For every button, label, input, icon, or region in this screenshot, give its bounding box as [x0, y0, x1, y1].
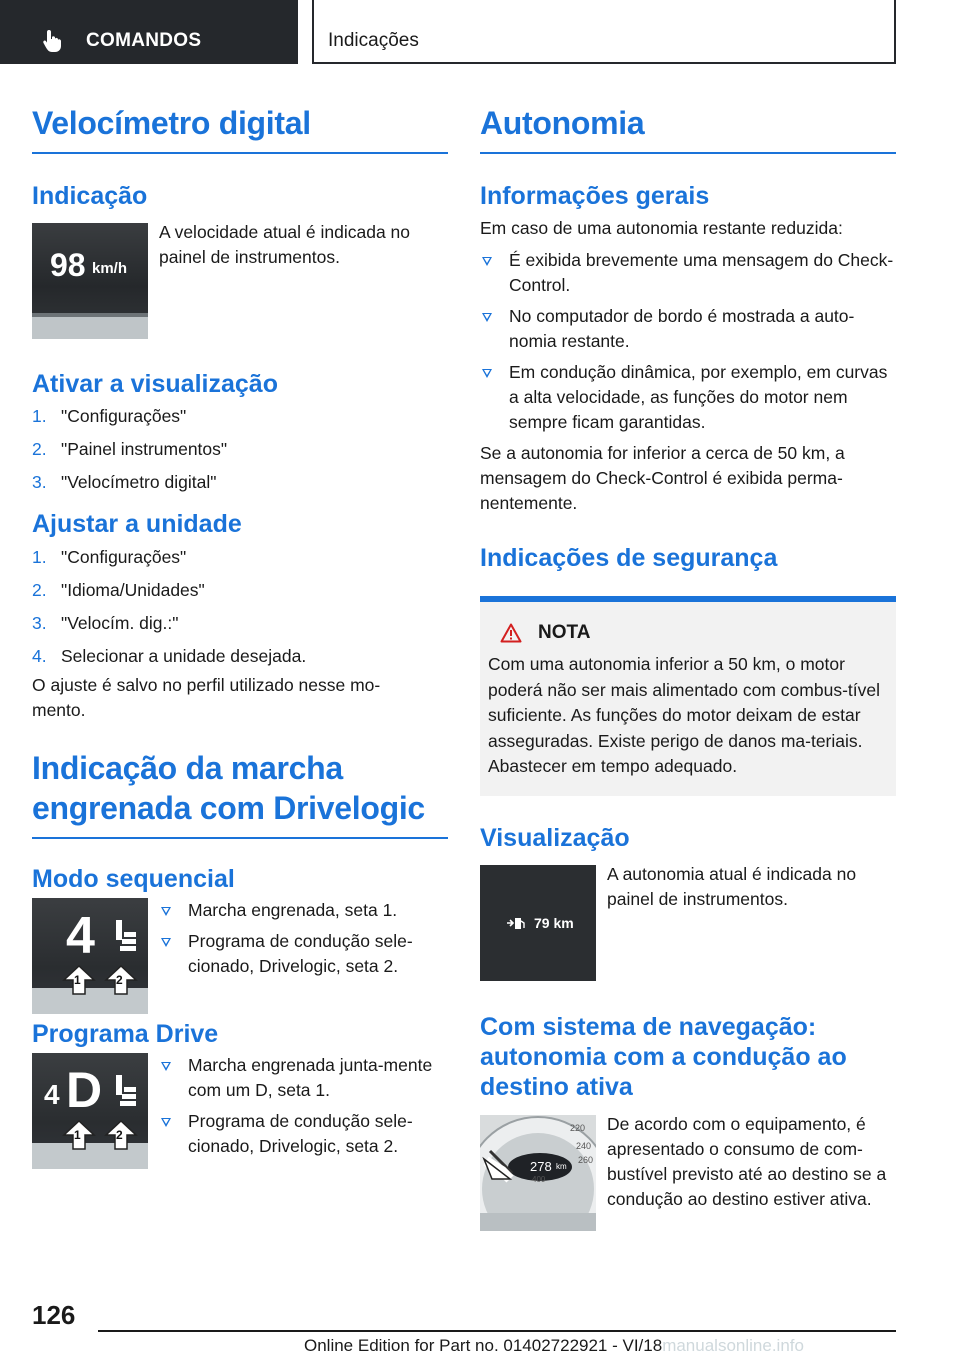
gear-display-drive-image: 4 D 1 2 — [32, 1053, 148, 1169]
gauge-tick: 220 — [570, 1122, 586, 1133]
gauge-range-unit: km — [556, 1161, 567, 1171]
list-item: 3. "Velocím. dig.:" — [32, 613, 179, 633]
fuel-pump-icon — [506, 916, 526, 930]
gear-drive-letter: D — [66, 1062, 103, 1118]
list-item: 1. "Configurações" — [32, 406, 187, 426]
nav-section — [480, 1115, 896, 1233]
note-title: NOTA — [488, 620, 888, 646]
visualizacao-heading: Visualização — [480, 823, 630, 852]
list-item: Programa de condução sele-cionado, Drivelogic, seta 2. — [159, 929, 449, 979]
footer-rule — [98, 1330, 896, 1332]
visualizacao-text: A autonomia atual é indicada no painel de instrumentos. — [607, 863, 857, 909]
list-item: 4. Selecionar a unidade desejada. — [32, 646, 307, 666]
bullet-triangle-icon — [161, 1118, 171, 1127]
list-item: Em condução dinâmica, por exemplo, em curvas a alta velocidade, as funções do motor nem sempre ficam garantidas. — [480, 360, 896, 435]
nav-heading-line-1: Com sistema de navegação: — [480, 1012, 817, 1041]
gauge-tick: 240 — [576, 1140, 592, 1151]
seguranca-heading: Indicações de segurança — [480, 544, 778, 572]
sequencial-section — [32, 898, 448, 1014]
speed-unit: km/h — [92, 260, 128, 277]
right-column — [480, 96, 896, 1233]
drive-heading: Programa Drive — [32, 1020, 219, 1048]
gerais-list — [480, 248, 896, 435]
list-item: No computador de bordo é mostrada a auto-nomia restante. — [480, 304, 896, 354]
list-item: 2. "Idioma/Unidades" — [32, 580, 205, 600]
note-text: Com uma autonomia inferior a 50 km, o motor poderá não ser mais alimentado com combus-tível suficiente. As funções do motor deixam de estar asseguradas. Existe perigo de danos ma-teriais. Abastecer em tempo adequado. — [488, 654, 880, 776]
indicacao-text: A velocidade atual é indicada no painel de instrumentos. — [159, 222, 411, 267]
gauge-tick: 400 — [532, 1174, 546, 1184]
gauge-range-value: 278 — [530, 1158, 552, 1174]
drivelogic-icon — [114, 1073, 138, 1109]
indicacao-heading: Indicação — [32, 182, 148, 210]
list-item: 2. "Painel instrumentos" — [32, 439, 228, 459]
speed-value: 98 — [50, 247, 86, 283]
bullet-triangle-icon — [482, 313, 492, 322]
drive-section — [32, 1053, 448, 1169]
drivelogic-icon — [114, 918, 138, 954]
gerais-heading: Informações gerais — [480, 182, 710, 210]
bullet-triangle-icon — [482, 369, 492, 378]
gear-display-sequential-image: 4 1 2 — [32, 898, 148, 1014]
section-tab — [0, 0, 298, 64]
list-item: 1. "Configurações" — [32, 547, 187, 567]
sequencial-list — [159, 898, 449, 979]
bullet-triangle-icon — [161, 1062, 171, 1071]
indicacao-section — [32, 223, 448, 339]
autonomia-title: Autonomia — [480, 105, 645, 141]
speedometer-title: Velocímetro digital — [32, 105, 311, 141]
range-display-image — [480, 865, 596, 981]
ativar-heading: Ativar a visualização — [32, 370, 278, 398]
list-item: Marcha engrenada junta-mente com um D, seta 1. — [159, 1053, 449, 1103]
chapter-tab — [312, 0, 896, 64]
watermark: manualsonline.info — [662, 1336, 804, 1355]
ajustar-heading: Ajustar a unidade — [32, 510, 242, 538]
gear-number-small: 4 — [44, 1079, 60, 1110]
hand-pointer-icon — [40, 28, 66, 54]
gerais-text: Se a autonomia for inferior a cerca de 50 km, a mensagem do Check-Control é exibida perma-nentemente. — [480, 443, 845, 513]
chapter-label: Indicações — [328, 30, 419, 51]
marcha-title-line-2: engrenada com Drivelogic — [32, 790, 425, 826]
gerais-intro: Em caso de uma autonomia restante reduzida: — [480, 218, 843, 238]
title-rule — [32, 837, 448, 839]
list-item: Marcha engrenada, seta 1. — [159, 898, 449, 923]
gauge-tick: 260 — [578, 1154, 594, 1165]
footer-edition: Online Edition for Part no. 01402722921 - VI/18manualsonline.info — [304, 1336, 804, 1355]
range-value: 79 km — [534, 914, 574, 931]
visualizacao-section — [480, 865, 896, 981]
title-rule — [480, 152, 896, 154]
section-label: COMANDOS — [86, 30, 202, 51]
fuel-gauge-image — [480, 1115, 596, 1231]
left-column — [32, 96, 448, 1169]
bullet-triangle-icon — [161, 938, 171, 947]
gear-number: 4 — [66, 907, 95, 965]
note-box — [480, 596, 896, 796]
nav-text: De acordo com o equipamento, é apresentado o consumo de com-bustível previsto até ao destino se a condução ao destino estiver ativa. — [607, 1113, 887, 1209]
ajustar-steps — [32, 545, 448, 673]
sequencial-heading: Modo sequencial — [32, 865, 235, 893]
nav-heading-line-2: autonomia com a condução ao — [480, 1042, 847, 1071]
bullet-triangle-icon — [482, 257, 492, 266]
nav-heading-line-3: destino ativa — [480, 1072, 633, 1101]
ajustar-note: O ajuste é salvo no perfil utilizado nesse mo-mento. — [32, 675, 381, 720]
list-item: É exibida brevemente uma mensagem do Check-Control. — [480, 248, 896, 298]
speed-display-image — [32, 223, 148, 339]
title-rule — [32, 152, 448, 154]
page-number: 126 — [32, 1300, 76, 1330]
list-item: 3. "Velocímetro digital" — [32, 472, 217, 492]
drive-list — [159, 1053, 449, 1159]
warning-icon — [500, 623, 522, 643]
list-item: Programa de condução sele-cionado, Drivelogic, seta 2. — [159, 1109, 449, 1159]
marcha-title-line-1: Indicação da marcha — [32, 750, 343, 786]
bullet-triangle-icon — [161, 907, 171, 916]
ativar-steps — [32, 404, 448, 503]
